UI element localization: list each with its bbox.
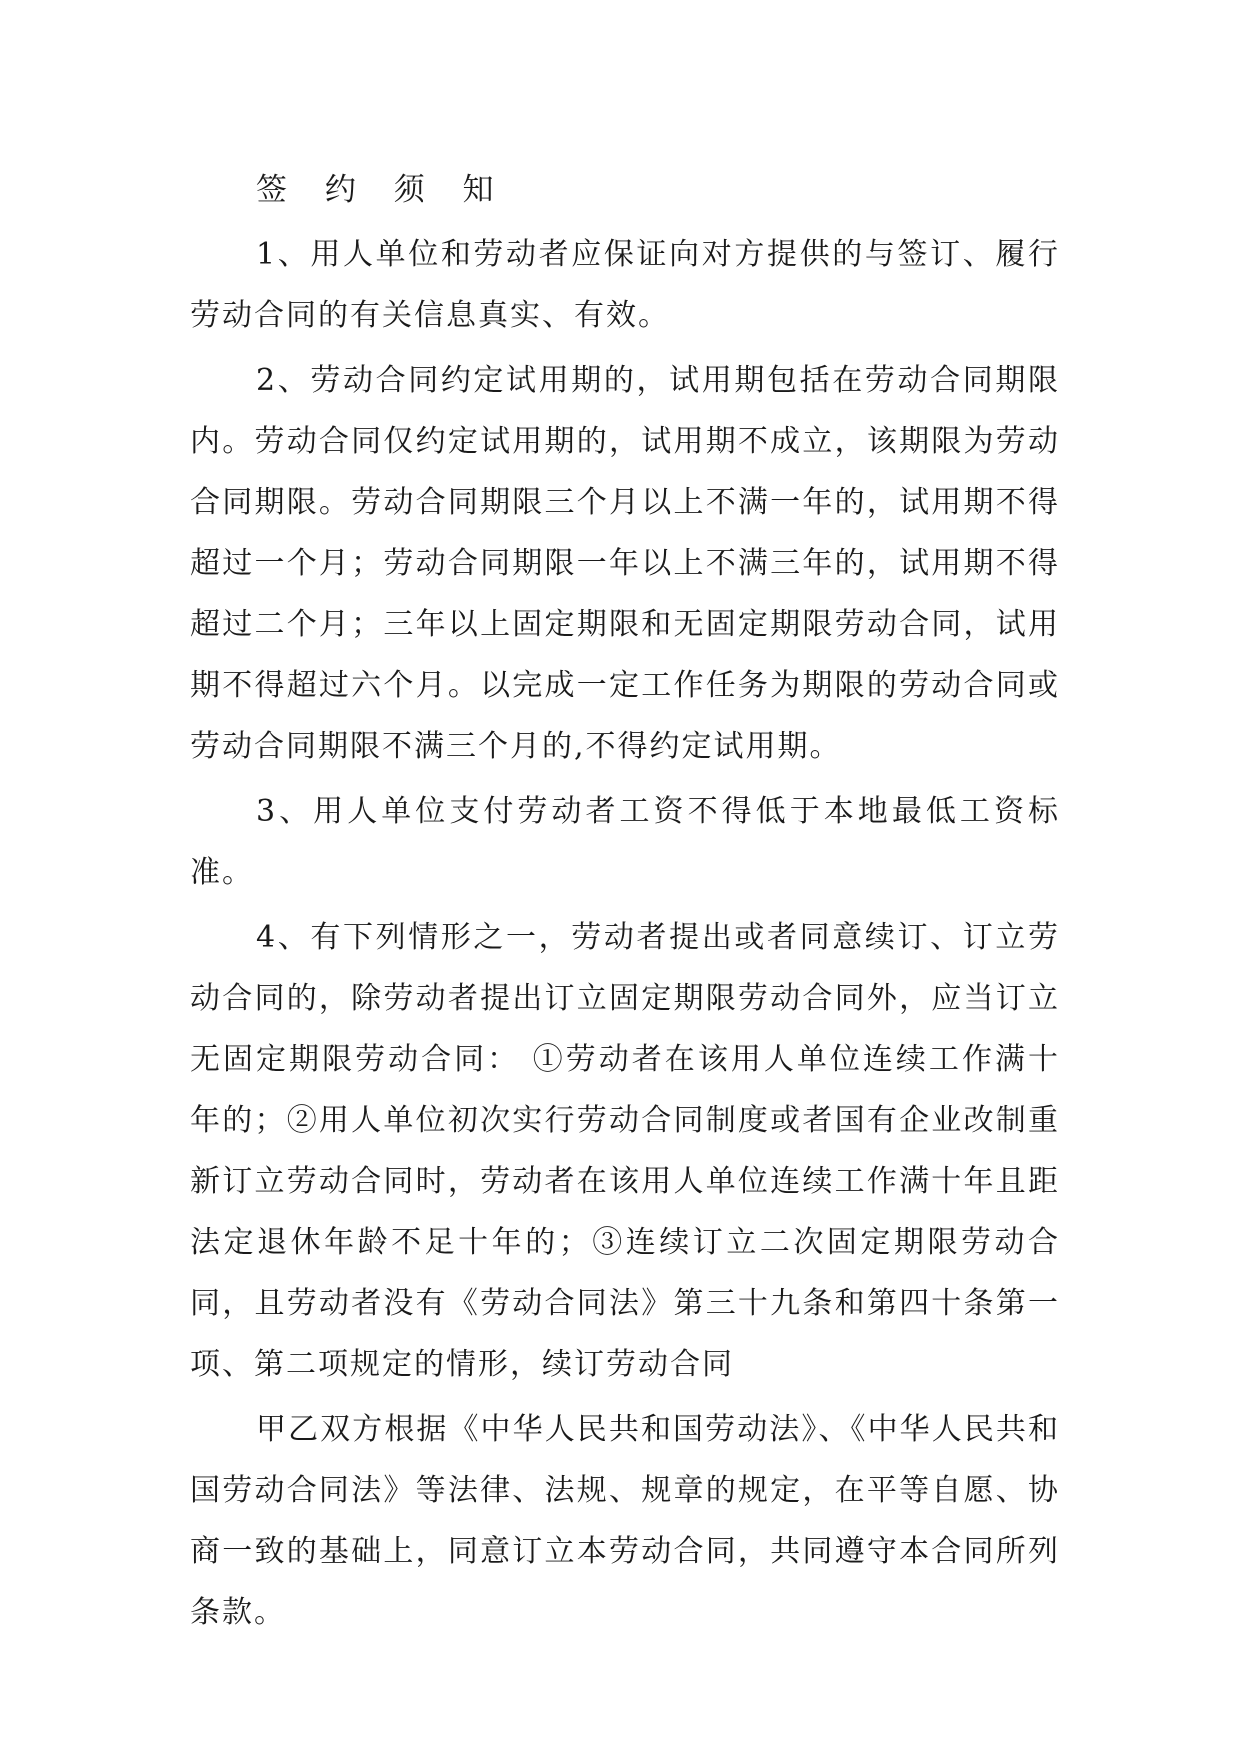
contract-preamble: 甲乙双方根据《中华人民共和国劳动法》、《中华人民共和国劳动合同法》等法律、法规、规章的规定，在平等自愿、协商一致的基础上，同意订立本劳动合同，共同遵守本合同所列条款。 (190, 1412, 1060, 1630)
clause-3: 3、用人单位支付劳动者工资不得低于本地最低工资标准。 (190, 794, 1060, 890)
clause-2: 2、劳动合同约定试用期的，试用期包括在劳动合同期限内。劳动合同仅约定试用期的，试用期不成立，该期限为劳动合同期限。劳动合同期限三个月以上不满一年的，试用期不得超过一个月；劳动合同期限一年以上不满三年的，试用期不得超过二个月；三年以上固定期限和无固定期限劳动合同，试用期不得超过六个月。以完成一定工作任务为期限的劳动合同或劳动合同期限不满三个月的,不得约定试用期。 (190, 363, 1060, 764)
document-body (190, 160, 1060, 1643)
clause-4: 4、有下列情形之一，劳动者提出或者同意续订、订立劳动合同的，除劳动者提出订立固定期限劳动合同外，应当订立无固定期限劳动合同： ①劳动者在该用人单位连续工作满十年的；②用人单位初次实行劳动合同制度或者国有企业改制重新订立劳动合同时，劳动者在该用人单位连续工作满十年且距法定退休年龄不足十年的；③连续订立二次固定期限劳动合同，且劳动者没有《劳动合同法》第三十九条和第四十条第一项、第二项规定的情形，续订劳动合同 (190, 920, 1060, 1382)
document-title: 签 约 须 知 (256, 172, 508, 208)
clause-1: 1、用人单位和劳动者应保证向对方提供的与签订、履行劳动合同的有关信息真实、有效。 (190, 237, 1060, 333)
